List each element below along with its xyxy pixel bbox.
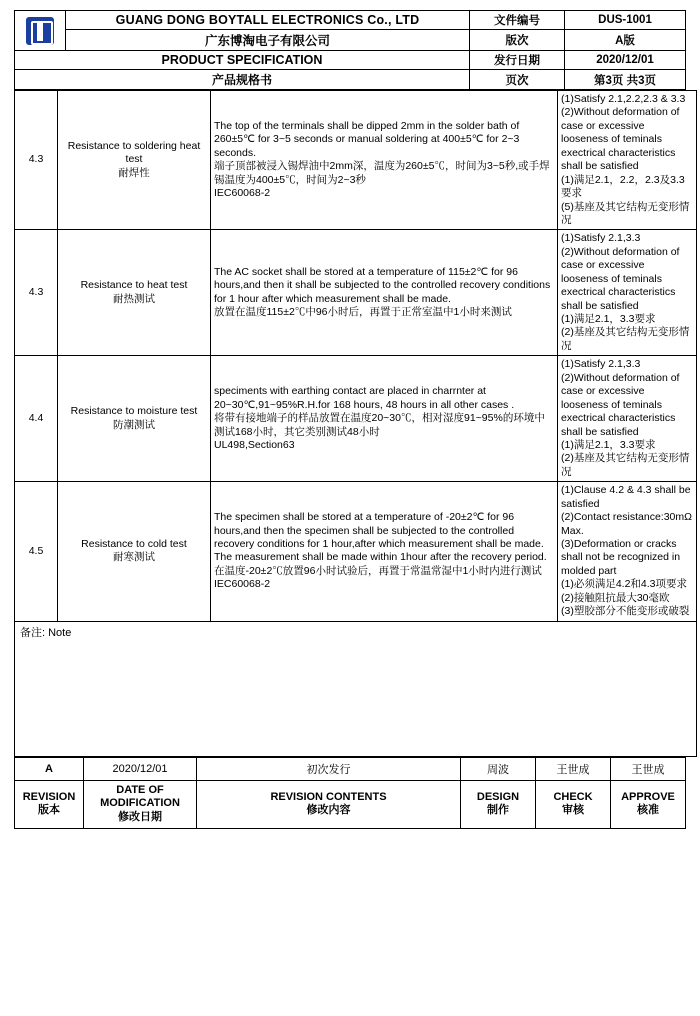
row-method: [211, 482, 558, 621]
method-line: The measurement shall be made within 1hour after the recovery period.: [214, 551, 547, 564]
row-item-cn: 耐寒测试: [113, 551, 155, 564]
design-label-en: DESIGN: [476, 790, 520, 803]
row-item-en: Resistance to heat test: [80, 279, 188, 292]
company-name-en: GUANG DONG BOYTALL ELECTRONICS Co., LTD: [66, 11, 470, 30]
requirement-line: (3)Deformation or cracks shall not be recognized in molded part: [561, 538, 681, 577]
row-number: 4.4: [15, 356, 58, 482]
approve-label: [611, 780, 686, 828]
row-item: [58, 356, 211, 482]
row-method: [211, 91, 558, 230]
requirement-line: (1)Satisfy 2.1,3.3: [561, 232, 641, 245]
check-label-en: CHECK: [553, 790, 593, 803]
page-label: 页次: [470, 70, 565, 90]
requirement-line: exectrical characteristics shall be satisfied: [561, 286, 676, 312]
row-method: [211, 230, 558, 356]
specification-table: [14, 90, 697, 757]
method-line: speciments with earthing contact are placed in charrnter at 20~30℃,91~95%R.H.for 168 hours, 48 hours in all other cases .: [214, 385, 515, 411]
approve-value: 王世成: [611, 757, 686, 780]
row-item-en: Resistance to soldering heat test: [67, 140, 201, 166]
design-label-cn: 制作: [487, 804, 509, 817]
company-logo-cell: [15, 11, 66, 51]
requirement-line: (3)塑胶部分不能变形或破裂: [561, 605, 690, 618]
table-row: [15, 482, 697, 621]
boytall-logo-icon: [26, 17, 54, 45]
method-line: 在温度-20±2℃放置96小时试验后，再置于常温常湿中1小时内进行测试: [214, 564, 542, 577]
contents-label-en: REVISION CONTENTS: [270, 790, 387, 803]
requirement-line: (1)满足2.1，3.3要求: [561, 313, 656, 325]
row-item-en: Resistance to cold test: [81, 538, 187, 550]
requirement-line: (1)Satisfy 2.1,3.3: [561, 358, 641, 371]
requirement-line: (1)Satisfy 2.1,2.2,2.3 & 3.3: [561, 93, 686, 105]
row-method: [211, 356, 558, 482]
requirement-line: (1)满足2.1，3.3要求: [561, 438, 656, 451]
requirement-line: (1)必须满足4.2和4.3项要求: [561, 578, 688, 591]
issue-date-value: 2020/12/01: [565, 51, 686, 70]
row-item: [58, 482, 211, 621]
revision-label-cn: 版本: [38, 804, 60, 817]
table-row: [15, 356, 697, 482]
revision-contents-value: 初次发行: [197, 757, 461, 780]
requirement-line: (2)Without deformation of case or excessive looseness of teminals: [561, 371, 680, 411]
requirement-line: (2)Without deformation of case or excessive looseness of teminals: [561, 245, 680, 285]
check-value: 王世成: [536, 757, 611, 780]
method-line: 放置在温度115±2℃中96小时后，再置于正常室温中1小时来测试: [214, 306, 512, 319]
contents-label-cn: 修改内容: [306, 804, 351, 817]
row-number: 4.3: [15, 91, 58, 230]
document-header: [14, 10, 686, 90]
table-row: [15, 230, 697, 356]
row-item-cn: 防潮测试: [113, 418, 155, 431]
design-value: 周波: [461, 757, 536, 780]
row-number: 4.3: [15, 230, 58, 356]
date-label: [84, 780, 197, 828]
requirement-line: exectrical characteristics shall be satisfied: [561, 146, 676, 173]
check-label: [536, 780, 611, 828]
row-item: [58, 91, 211, 230]
company-name-cn: 广东博淘电子有限公司: [66, 30, 470, 51]
note-label: 备注: Note: [20, 626, 72, 639]
requirement-line: (5)基座及其它结构无变形情况: [561, 200, 690, 226]
method-line: IEC60068-2: [214, 578, 271, 591]
table-row: [15, 91, 697, 230]
version-label: 版次: [470, 30, 565, 51]
row-number: 4.5: [15, 482, 58, 621]
requirement-line: (2)接触阻抗最大30毫欧: [561, 591, 670, 604]
revision-footer: [14, 757, 686, 829]
method-line: The AC socket shall be stored at a temperature of 115±2℃ for 96 hours,and then it shall be subjected to the controlled recovery conditions for 1 hour after which measurement shall be made.: [214, 265, 551, 305]
product-spec-title-cn: 产品规格书: [15, 70, 470, 90]
requirement-line: (2)基座及其它结构无变形情况: [561, 452, 690, 478]
row-requirement: [558, 356, 697, 482]
row-item-cn: 耐热测试: [113, 292, 155, 305]
version-value: A版: [565, 30, 686, 51]
product-spec-title-en: PRODUCT SPECIFICATION: [15, 51, 470, 70]
row-item: [58, 230, 211, 356]
revision-date-value: 2020/12/01: [84, 757, 197, 780]
approve-label-cn: 核准: [637, 804, 659, 817]
method-line: IEC60068-2: [214, 187, 271, 200]
method-line: The top of the terminals shall be dipped 2mm in the solder bath of 260±5℃ for 3~5 seconds or manual soldering at 400±5℃ for 2~3 seconds.: [214, 119, 520, 159]
check-label-cn: 审核: [562, 804, 584, 817]
method-line: UL498,Section63: [214, 438, 295, 451]
doc-no-label: 文件编号: [470, 11, 565, 30]
requirement-line: (1)满足2.1，2.2，2.3及3.3要求: [561, 173, 685, 200]
contents-label: [197, 780, 461, 828]
design-label: [461, 780, 536, 828]
row-requirement: [558, 482, 697, 621]
note-row: [15, 621, 697, 756]
revision-label-en: REVISION: [22, 790, 76, 803]
row-requirement: [558, 91, 697, 230]
date-label-en: DATE OF MODIFICATION: [100, 783, 180, 810]
revision-labels-row: [15, 780, 686, 828]
revision-label: [15, 780, 84, 828]
note-cell: [15, 621, 697, 756]
row-item-cn: 耐焊性: [118, 166, 150, 179]
row-item-en: Resistance to moisture test: [70, 405, 198, 418]
revision-value: A: [15, 757, 84, 780]
date-label-cn: 修改日期: [118, 811, 162, 824]
requirement-line: (1)Clause 4.2 & 4.3 shall be satisfied: [561, 484, 691, 510]
method-line: The specimen shall be stored at a temperature of -20±2℃ for 96 hours,and then the specimen shall be subjected to the controlled recovery conditions for 1 hour,after which measurement shall be made.: [214, 511, 544, 550]
doc-no-value: DUS-1001: [565, 11, 686, 30]
requirement-line: (2)Without deformation of case or excessive looseness of teminals: [561, 106, 680, 146]
page-value: 第3页 共3页: [565, 70, 686, 90]
revision-values-row: [15, 757, 686, 780]
issue-date-label: 发行日期: [470, 51, 565, 70]
requirement-line: (2)基座及其它结构无变形情况: [561, 326, 690, 352]
method-line: 将带有接地端子的样品放置在温度20~30℃，相对湿度91~95%的环境中测试168小时，其它类别测试48小时: [214, 412, 545, 438]
requirement-line: (2)Contact resistance:30mΩ Max.: [561, 511, 692, 537]
row-requirement: [558, 230, 697, 356]
method-line: 端子顶部被浸入锡焊油中2mm深，温度为260±5℃，时间为3~5秒,或手焊锡温度为400±5℃，时间为2~3秒: [214, 160, 550, 186]
requirement-line: exectrical characteristics shall be satisfied: [561, 412, 676, 438]
approve-label-en: APPROVE: [621, 790, 675, 803]
